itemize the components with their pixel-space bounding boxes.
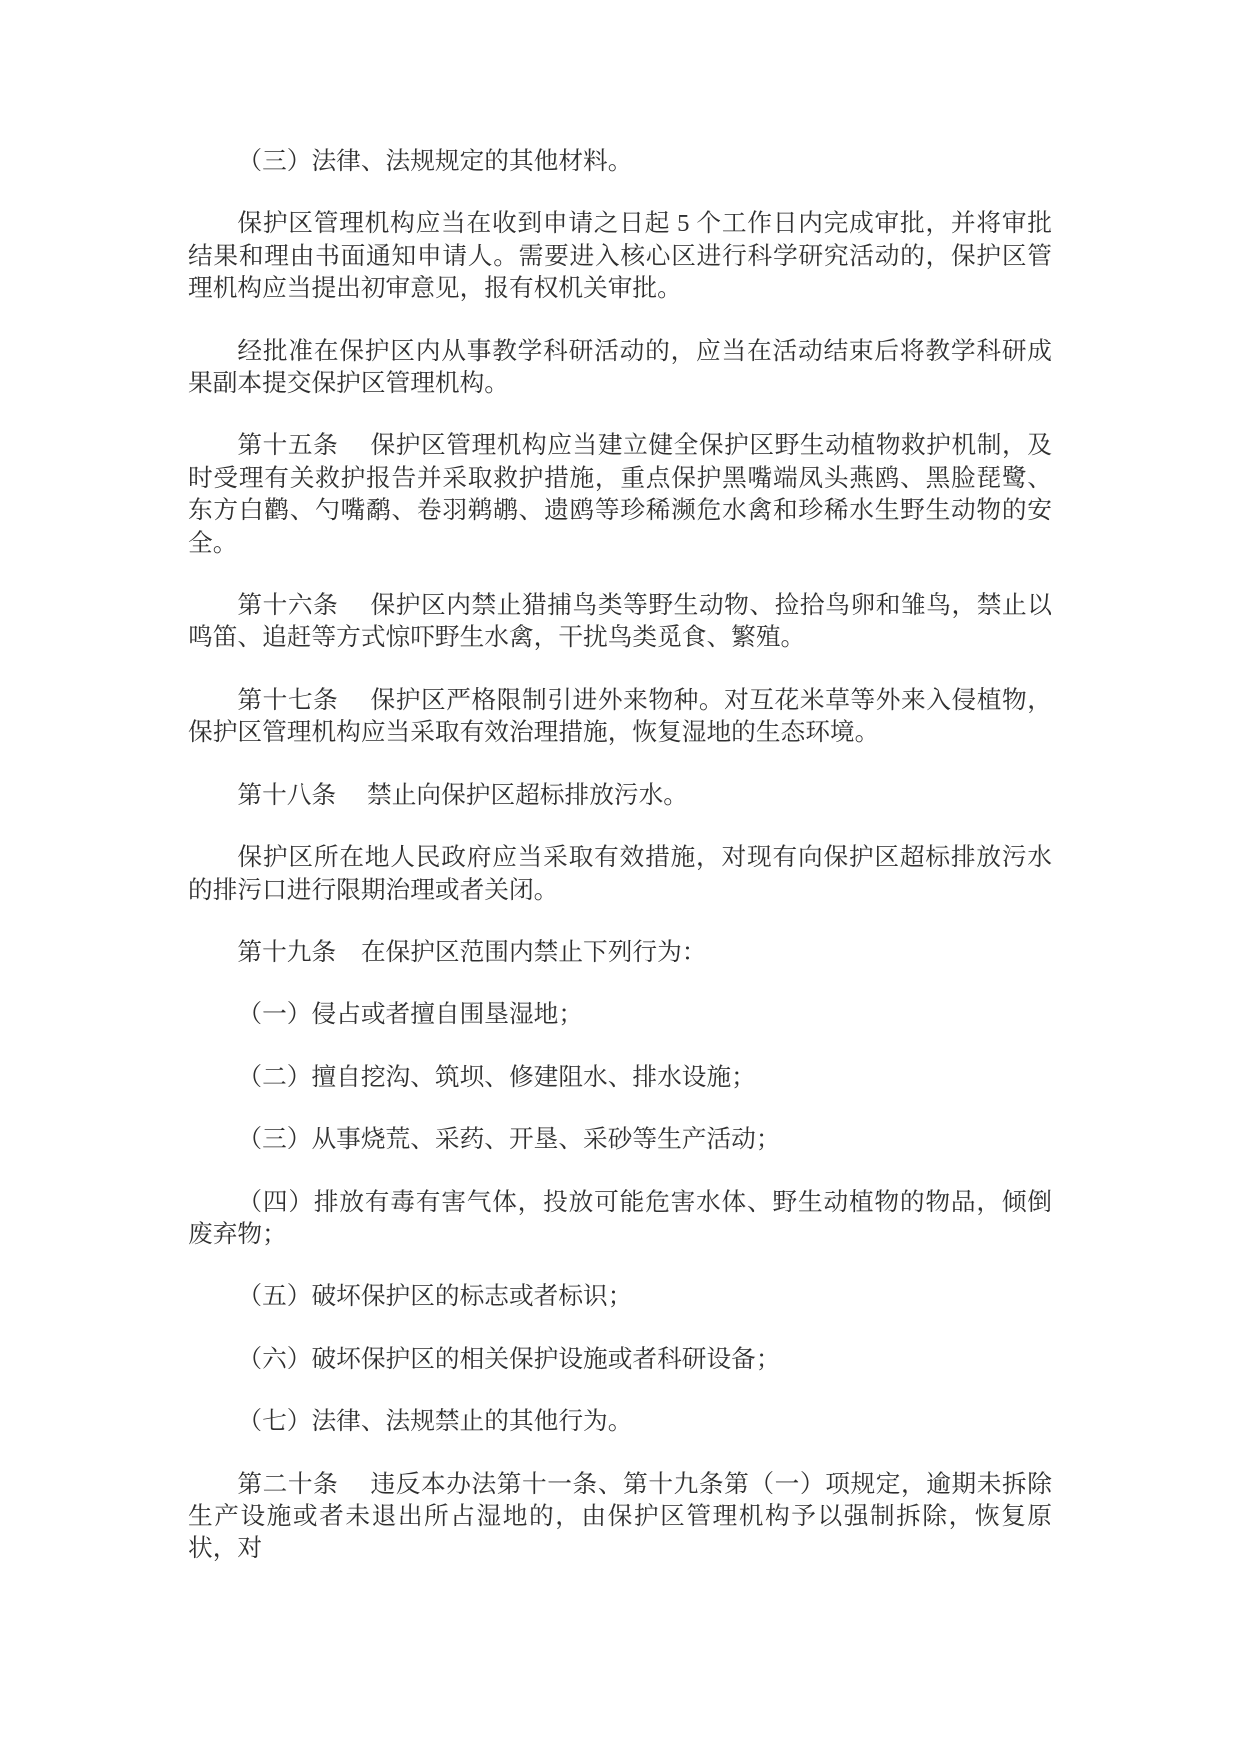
article-20-enforcement: 第二十条 违反本办法第十一条、第十九条第（一）项规定，逾期未拆除生产设施或者未退出所占湿地的，由保护区管理机构予以强制拆除，恢复原状，对	[188, 1470, 1052, 1563]
para-approval-procedure: 保护区管理机构应当在收到申请之日起 5 个工作日内完成审批，并将审批结果和理由书面通知申请人。需要进入核心区进行科学研究活动的，保护区管理机构应当提出初审意见，报有权机关审批。	[188, 210, 1052, 303]
prohibited-item-6: （六）破坏保护区的相关保护设施或者科研设备；	[237, 1345, 781, 1373]
prohibited-item-3: （三）从事烧荒、采药、开垦、采砂等生产活动；	[237, 1126, 781, 1154]
para-research-results-submission: 经批准在保护区内从事教学科研活动的，应当在活动结束后将教学科研成果副本提交保护区管理机构。	[188, 337, 1052, 398]
article-19-prohibited-acts: 第十九条 在保护区范围内禁止下列行为：	[237, 938, 707, 966]
article-15-wildlife-rescue: 第十五条 保护区管理机构应当建立健全保护区野生动植物救护机制，及时受理有关救护报告并采取救护措施，重点保护黑嘴端凤头燕鸥、黑脸琵鹭、东方白鹳、勺嘴鹬、卷羽鹈鹕、遗鸥等珍稀濒危水禽和珍稀水生野生动物的安全。	[188, 432, 1052, 557]
article-18-sewage-prohibition: 第十八条 禁止向保护区超标排放污水。	[237, 781, 688, 809]
para-sewage-outlet-treatment: 保护区所在地人民政府应当采取有效措施，对现有向保护区超标排放污水的排污口进行限期治理或者关闭。	[188, 844, 1052, 904]
prohibited-item-4: （四）排放有毒有害气体，投放可能危害水体、野生动植物的物品，倾倒废弃物；	[188, 1188, 1052, 1248]
prohibited-item-1: （一）侵占或者擅自围垦湿地；	[237, 1001, 584, 1029]
prohibited-item-7: （七）法律、法规禁止的其他行为。	[237, 1408, 633, 1436]
article-16-bird-protection: 第十六条 保护区内禁止猎捕鸟类等野生动物、捡拾鸟卵和雏鸟，禁止以鸣笛、追赶等方式惊吓野生水禽，干扰鸟类觅食、繁殖。	[188, 592, 1052, 652]
article-17-invasive-species: 第十七条 保护区严格限制引进外来物种。对互花米草等外来入侵植物，保护区管理机构应当采取有效治理措施，恢复湿地的生态环境。	[188, 686, 1052, 747]
prohibited-item-2: （二）擅自挖沟、筑坝、修建阻水、排水设施；	[237, 1063, 756, 1091]
prohibited-item-5: （五）破坏保护区的标志或者标识；	[237, 1283, 633, 1311]
clause-other-materials: （三）法律、法规规定的其他材料。	[237, 148, 633, 175]
